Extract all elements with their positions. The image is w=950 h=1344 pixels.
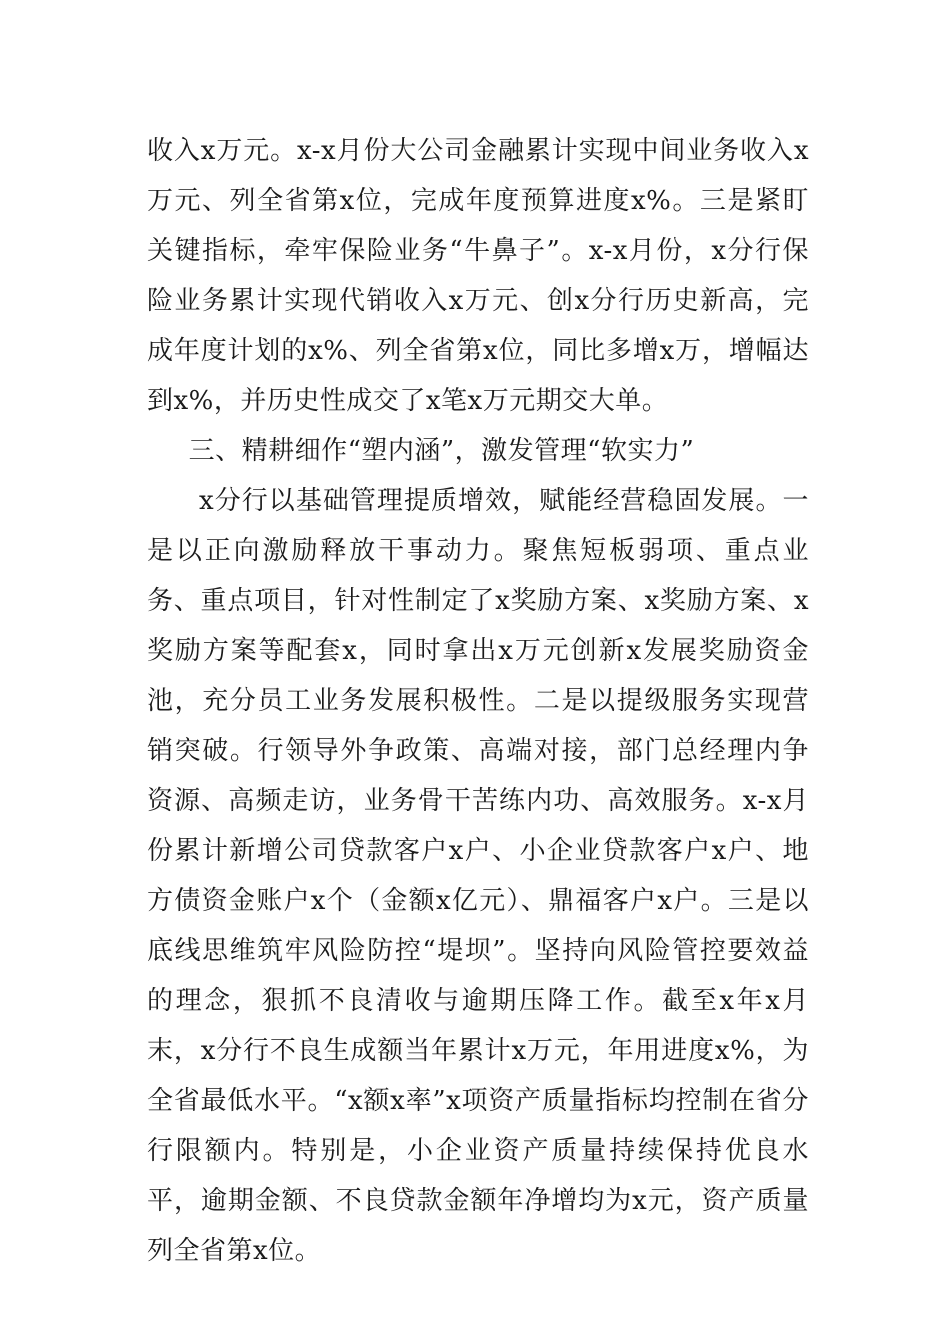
paragraph-management: x分行以基础管理提质增效，赋能经营稳固发展。一是以正向激励释放干事动力。聚焦短板弱项、重点业务、重点项目，针对性制定了x奖励方案、x奖励方案、x奖励方案等配套x，同时拿出x万元创新x发展奖励资金池，充分员工业务发展积极性。二是以提级服务实现营销突破。行领导外争政策、高端对接，部门总经理内争资源、高频走访，业务骨干苦练内功、高效服务。x-x月份累计新增公司贷款客户x户、小企业贷款客户x户、地方债资金账户x个（金额x亿元）、鼎福客户x户。三是以底线思维筑牢风险防控“堤坝”。坚持向风险管控要效益的理念，狠抓不良清收与逾期压降工作。截至x年x月末，x分行不良生成额当年累计x万元，年用进度x%，为全省最低水平。“x额x率”x项资产质量指标均控制在省分行限额内。特别是，小企业资产质量持续保持优良水平，逾期金额、不良贷款金额年净增均为x元，资产质量列全省第x位。 (147, 486, 809, 1266)
section-heading-3: 三、精耕细作“塑内涵”，激发管理“软实力” (188, 436, 695, 466)
document-body (147, 126, 809, 1276)
paragraph-income-insurance: 收入x万元。x-x月份大公司金融累计实现中间业务收入x万元、列全省第x位，完成年度预算进度x%。三是紧盯关键指标，牵牢保险业务“牛鼻子”。x-x月份，x分行保险业务累计实现代销收入x万元、创x分行历史新高，完成年度计划的x%、列全省第x位，同比多增x万，增幅达到x%，并历史性成交了x笔x万元期交大单。 (147, 136, 809, 416)
